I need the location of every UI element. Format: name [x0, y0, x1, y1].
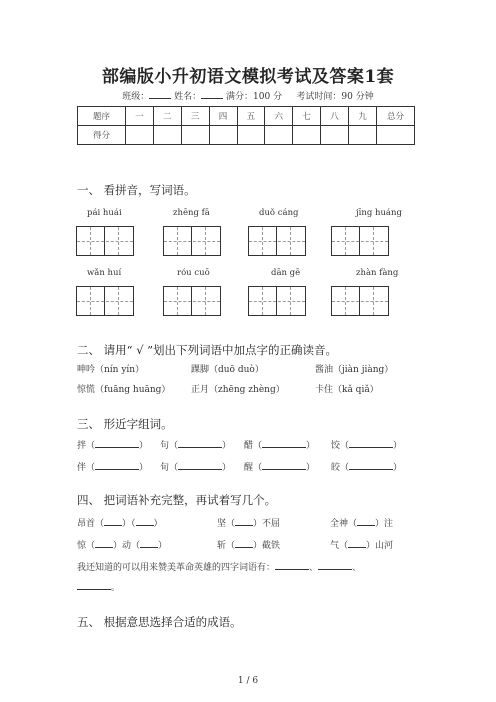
reading-choice[interactable]: 酱油（jiàn jiàng）: [315, 365, 394, 375]
reading-choice[interactable]: 惊慌（fuāng huāng）: [77, 385, 171, 395]
exam-time: 考试时间：90 分钟: [296, 92, 374, 102]
answer-blank[interactable]: [262, 460, 306, 470]
score-table: [77, 106, 415, 145]
pinyin-label: dān gē: [271, 268, 301, 278]
reading-choice[interactable]: 踝脚（duō duò）: [191, 365, 264, 375]
reading-choice[interactable]: 卡住（kǎ qiǎ）: [315, 385, 379, 395]
pinyin-label: pái huái: [87, 208, 122, 218]
idiom-item: 昂首（ ）（ ）: [77, 516, 163, 529]
score-cell[interactable]: [237, 126, 265, 145]
word-group-item: 皎（ ）: [331, 460, 402, 473]
writing-box[interactable]: [331, 226, 389, 256]
answer-blank[interactable]: [357, 516, 375, 526]
table-header-cell: 四: [209, 107, 237, 126]
answer-blank[interactable]: [95, 460, 139, 470]
name-label: 姓名：: [174, 92, 202, 102]
writing-box[interactable]: [331, 286, 389, 316]
score-cell[interactable]: [321, 126, 349, 145]
table-header-cell: 三: [181, 107, 209, 126]
table-header-cell: 五: [237, 107, 265, 126]
pinyin-label: jīng huáng: [356, 208, 402, 218]
answer-blank[interactable]: [349, 460, 393, 470]
score-table-row: [78, 126, 415, 145]
reading-choice[interactable]: 呻吟（nín yín）: [77, 365, 145, 375]
page-indicator: 1 / 6: [237, 676, 259, 686]
section-5-heading: 五、 根据意思选择合适的成语。: [77, 615, 242, 629]
writing-box[interactable]: [163, 226, 221, 256]
full-score: 满分：100 分: [226, 92, 283, 102]
page-title: 部编版小升初语文模拟考试及答案1套: [101, 67, 395, 87]
answer-blank[interactable]: [235, 538, 253, 548]
section-1-heading: 一、 看拼音，写词语。: [77, 183, 196, 197]
score-cell[interactable]: [349, 126, 377, 145]
word-group-item: 饺（ ）: [331, 438, 402, 451]
word-group-item: 拌（ ）: [77, 438, 148, 451]
writing-box[interactable]: [76, 286, 134, 316]
table-header-cell: 题序: [78, 107, 126, 126]
score-cell[interactable]: [126, 126, 154, 145]
score-table-header: [78, 107, 415, 126]
writing-box[interactable]: [248, 226, 306, 256]
answer-blank[interactable]: [178, 438, 222, 448]
idiom-item: 斩（ ）截铁: [217, 538, 280, 551]
idiom-item: 惊（ ）动（ ）: [77, 538, 167, 551]
table-header-cell: 总分: [377, 107, 415, 126]
idiom-extra-prompt-end: 。: [77, 580, 120, 593]
table-header-cell: 七: [293, 107, 321, 126]
answer-blank[interactable]: [318, 560, 352, 570]
class-label: 班级：: [122, 92, 150, 102]
writing-box[interactable]: [76, 226, 134, 256]
section-3-heading: 三、 形近字组词。: [77, 417, 173, 431]
answer-blank[interactable]: [140, 538, 158, 548]
pinyin-label: zhàn fàng: [356, 268, 399, 278]
pinyin-label: wǎn huí: [87, 268, 122, 278]
pinyin-label: duǒ cáng: [259, 208, 299, 218]
pinyin-label: róu cuō: [177, 268, 210, 278]
table-header-cell: 九: [349, 107, 377, 126]
answer-blank[interactable]: [275, 560, 309, 570]
idiom-item: 气（ ）山河: [330, 538, 393, 551]
score-cell[interactable]: [377, 126, 415, 145]
name-blank[interactable]: [201, 89, 223, 99]
score-row-label: 得分: [78, 126, 126, 145]
answer-blank[interactable]: [349, 438, 393, 448]
answer-blank[interactable]: [136, 516, 154, 526]
word-group-item: 醒（ ）: [244, 460, 315, 473]
table-header-cell: 二: [153, 107, 181, 126]
answer-blank[interactable]: [104, 516, 122, 526]
idiom-extra-prompt: 我还知道的可以用来赞美革命英雄的四字词语有： 、 、: [77, 560, 361, 573]
exam-info: [0, 89, 496, 102]
idiom-item: 全神（ ）注: [330, 516, 393, 529]
table-header-cell: 一: [126, 107, 154, 126]
score-cell[interactable]: [181, 126, 209, 145]
score-cell[interactable]: [153, 126, 181, 145]
idiom-item: 坚（ ）不屈: [217, 516, 280, 529]
word-group-item: 句（ ）: [160, 438, 231, 451]
table-header-cell: 八: [321, 107, 349, 126]
word-group-item: 伴（ ）: [77, 460, 148, 473]
section-2-heading: 二、 请用“ √ ”划出下列词语中加点字的正确读音。: [77, 343, 338, 357]
reading-choice[interactable]: 正月（zhēng zhèng）: [191, 385, 285, 395]
writing-box[interactable]: [248, 286, 306, 316]
answer-blank[interactable]: [95, 438, 139, 448]
answer-blank[interactable]: [77, 580, 111, 590]
score-cell[interactable]: [293, 126, 321, 145]
word-group-item: 醋（ ）: [244, 438, 315, 451]
answer-blank[interactable]: [95, 538, 113, 548]
writing-box[interactable]: [163, 286, 221, 316]
score-cell[interactable]: [209, 126, 237, 145]
pinyin-label: zhēng fā: [173, 208, 210, 218]
section-4-heading: 四、 把词语补充完整，再试着写几个。: [77, 493, 277, 507]
answer-blank[interactable]: [262, 438, 306, 448]
answer-blank[interactable]: [235, 516, 253, 526]
answer-blank[interactable]: [348, 538, 366, 548]
table-header-cell: 六: [265, 107, 293, 126]
score-cell[interactable]: [265, 126, 293, 145]
class-blank[interactable]: [149, 89, 171, 99]
word-group-item: 旬（ ）: [160, 460, 231, 473]
answer-blank[interactable]: [178, 460, 222, 470]
